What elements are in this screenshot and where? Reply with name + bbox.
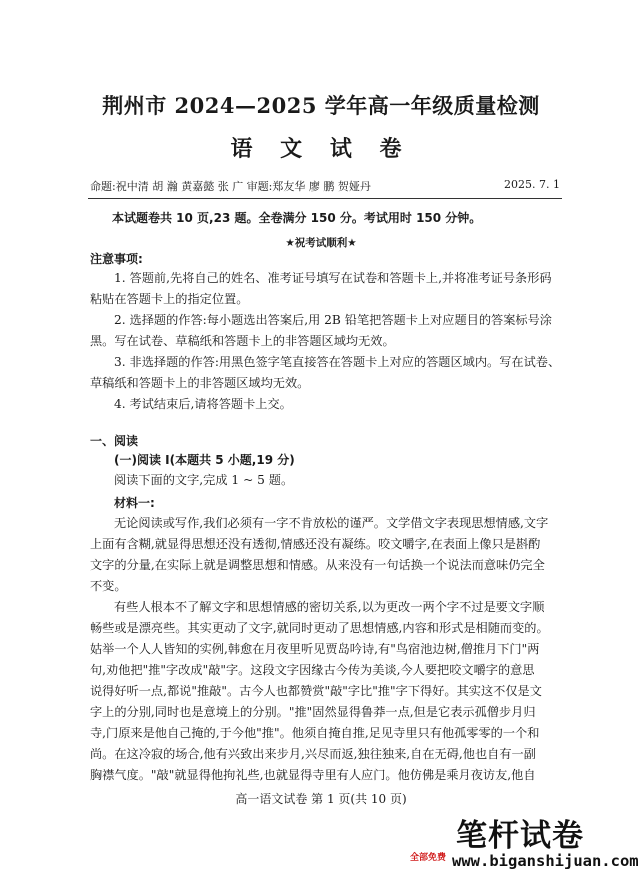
- good-luck-banner: ★祝考试顺利★: [285, 237, 357, 249]
- passage-line: 寺,门原来是他自己掩的,于今他"推"。他须自掩自推,足见寺里只有他孤零零的一个和: [90, 726, 540, 740]
- passage-line: 胸襟气度。"敲"就显得他拘礼些,也就显得寺里有人应门。他仿佛是乘月夜访友,他自: [90, 768, 536, 782]
- passage-line: 不变。: [90, 579, 127, 593]
- passage-line: 无论阅读或写作,我们必须有一字不肯放松的谨严。文学借文字表现思想情感,文字: [114, 516, 549, 530]
- passage-line: 句,劝他把"推"字改成"敲"字。这段文字因缘古今传为美谈,今人要把咬文嚼字的意思: [90, 663, 535, 677]
- note-line: 3. 非选择题的作答:用黑色签字笔直接答在答题卡上对应的答题区域内。写在试卷、: [114, 355, 561, 369]
- notes-heading: 注意事项:: [90, 252, 143, 266]
- exam-date: 2025. 7. 1: [504, 178, 560, 191]
- header-divider: [88, 198, 562, 199]
- passage-line: 上面有含糊,就显得思想还没有透彻,情感还没有凝练。咬文嚼字,在表面上像只是斟酌: [90, 537, 541, 551]
- note-line: 4. 考试结束后,请将答题卡上交。: [114, 397, 292, 411]
- credits-line: [90, 178, 560, 194]
- passage-line: 字上的分别,同时也是意境上的分别。"推"固然显得鲁莽一点,但是它表示孤僧步月归: [90, 705, 536, 719]
- credits-names: 命题:祝中清 胡 瀚 黄嘉懿 张 广 审题:郑友华 廖 鹏 贺娅丹: [90, 180, 371, 193]
- passage-line: 文字的分量,在实际上就是调整思想和情感。从来没有一句话换一个说法而意味仍完全: [90, 558, 545, 572]
- note-line: 粘贴在答题卡上的指定位置。: [90, 292, 249, 306]
- exam-info: 本试题卷共 10 页,23 题。全卷满分 150 分。考试用时 150 分钟。: [112, 211, 482, 225]
- notes-list: [90, 268, 560, 415]
- material-one-label: 材料一:: [114, 496, 155, 510]
- passage-line: 姑举一个人人皆知的实例,韩愈在月夜里听见贾岛吟诗,有"鸟宿池边树,僧推月下门"两: [90, 642, 540, 656]
- exam-title: 荆州市 2024—2025 学年高一年级质量检测: [102, 93, 540, 118]
- exam-subtitle: 语 文 试 卷: [230, 136, 412, 162]
- watermark-title: 笔杆试卷: [456, 818, 584, 854]
- note-line: 2. 选择题的作答:每小题选出答案后,用 2B 铅笔把答题卡上对应题目的答案标号涂: [114, 313, 552, 327]
- watermark-url: www.biganshijuan.com: [452, 852, 639, 870]
- note-line: 草稿纸和答题卡上的非答题区域均无效。: [90, 376, 310, 390]
- reading-one-heading: (一)阅读 I(本题共 5 小题,19 分): [114, 453, 295, 467]
- passage-line: 说得好听一点,都说"推敲"。古今人也都赞赏"敲"字比"推"字下得好。其实这不仅是文: [90, 684, 542, 698]
- watermark-tag: 全部免费: [410, 853, 447, 863]
- note-line: 1. 答题前,先将自己的姓名、准考证号填写在试卷和答题卡上,并将准考证号条形码: [114, 271, 552, 285]
- passage-line: 有些人根本不了解文字和思想情感的密切关系,以为更改一两个字不过是要文字顺: [114, 600, 545, 614]
- passage-line: 尚。在这冷寂的场合,他有兴致出来步月,兴尽而返,独往独来,自在无碍,他也自有一副: [90, 747, 536, 761]
- watermark-logo: [408, 808, 642, 890]
- section-heading: 一、阅读: [90, 434, 139, 448]
- note-line: 黑。写在试卷、草稿纸和答题卡上的非答题区域均无效。: [90, 334, 395, 348]
- reading-instruction: 阅读下面的文字,完成 1 ~ 5 题。: [114, 473, 294, 487]
- passage-paragraph-1: [90, 513, 548, 597]
- passage-line: 畅些或是漂亮些。其实更动了文字,就同时更动了思想情感,内容和形式是相随而变的。: [90, 621, 549, 635]
- page-footer: 高一语文试卷 第 1 页(共 10 页): [235, 792, 407, 806]
- passage-paragraph-2: [90, 597, 549, 786]
